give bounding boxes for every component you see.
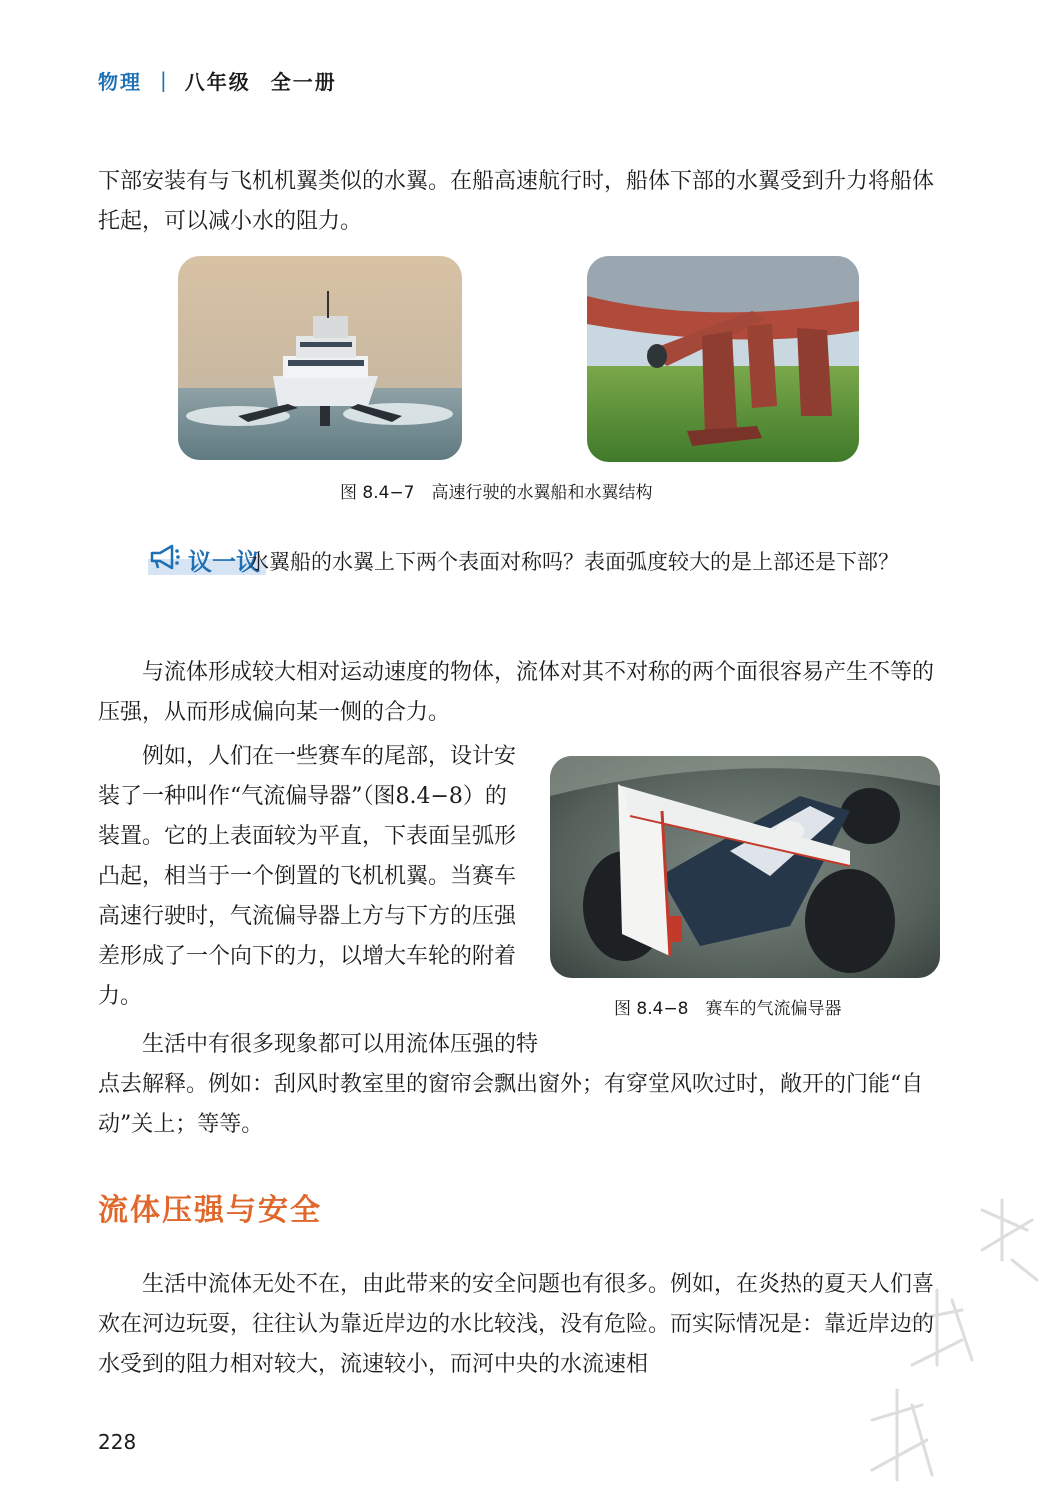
header-volume: 全一册 xyxy=(270,69,337,94)
race-car-spoiler-photo xyxy=(550,756,940,978)
discussion-question: 水翼船的水翼上下两个表面对称吗？表面弧度较大的是上部还是下部？ xyxy=(248,550,899,574)
page-header xyxy=(98,64,337,96)
figure-caption-8-4-8: 图 8.4−8 赛车的气流偏导器 xyxy=(614,999,842,1019)
section-title: 流体压强与安全 xyxy=(98,1193,322,1228)
page-number: 228 xyxy=(98,1430,137,1454)
figure-caption-8-4-7: 图 8.4−7 高速行驶的水翼船和水翼结构 xyxy=(340,483,653,503)
discussion-label: 议一议 xyxy=(188,547,260,576)
paragraph-hydrofoil: 下部安装有与飞机机翼类似的水翼。在船高速航行时，船体下部的水翼受到升力将船体托起，可以减小水的阻力。 xyxy=(98,169,935,234)
paragraph-asymmetric-force: 与流体形成较大相对运动速度的物体，流体对其不对称的两个面很容易产生不等的压强，从而形成偏向某一侧的合力。 xyxy=(98,660,935,725)
paragraph-race-car-spoiler: 例如，人们在一些赛车的尾部，设计安装了一种叫作“气流偏导器”（图8.4−8）的装置。它的上表面较为平直，下表面呈弧形凸起，相当于一个倒置的飞机机翼。当赛车高速行驶时，气流偏导器上方与下方的压强差形成了一个向下的力，以增大车轮的附着力。 xyxy=(98,744,517,1009)
header-subject: 物理 xyxy=(98,69,142,94)
hydrofoil-structure-photo xyxy=(587,256,859,462)
publisher-watermark xyxy=(852,1190,1042,1490)
paragraph-daily-phenomena: 生活中有很多现象都可以用流体压强的特点去解释。例如：刮风时教室里的窗帘会飘出窗外；有穿堂风吹过时，敞开的门能“自动”关上；等等。 xyxy=(98,1032,924,1137)
header-separator: | xyxy=(160,68,167,92)
paragraph-daily-phenomena-wrapper xyxy=(98,1025,948,1145)
hydrofoil-boat-photo xyxy=(178,256,462,460)
paragraph-fluid-safety: 生活中流体无处不在，由此带来的安全问题也有很多。例如，在炎热的夏天人们喜欢在河边玩耍，往往认为靠近岸边的水比较浅，没有危险。而实际情况是：靠近岸边的水受到的阻力相对较大，流速较小，而河中央的水流速相 xyxy=(98,1272,935,1377)
header-grade: 八年级 xyxy=(184,69,251,94)
